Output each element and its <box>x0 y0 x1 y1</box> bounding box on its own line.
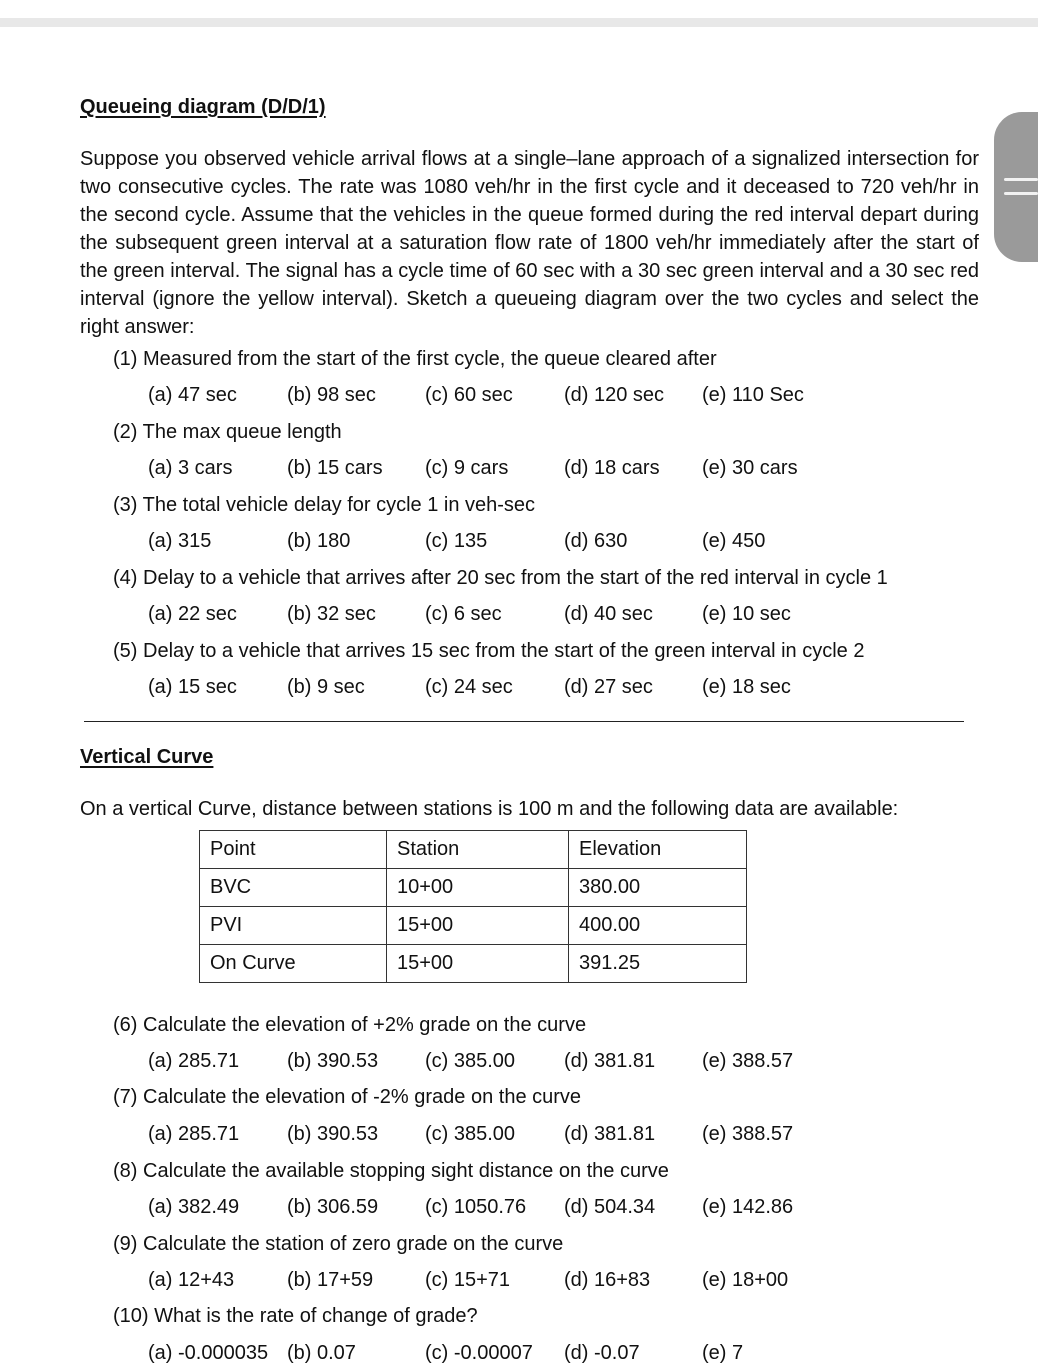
option-c[interactable]: (c) 6 sec <box>425 603 502 625</box>
option-a[interactable]: (a) 22 sec <box>148 603 237 625</box>
option-d[interactable]: (d) 18 cars <box>564 457 660 479</box>
option-b[interactable]: (b) 306.59 <box>287 1196 379 1218</box>
queueing-section-title: Queueing diagram (D/D/1) <box>80 96 326 118</box>
table-row <box>200 907 747 945</box>
question-4: (4) Delay to a vehicle that arrives after 20 sec from the start of the red interval in cycle 1 <box>113 567 888 589</box>
option-b[interactable]: (b) 9 sec <box>287 676 365 698</box>
table-row <box>200 945 747 983</box>
question-5: (5) Delay to a vehicle that arrives 15 sec from the start of the green interval in cycle 2 <box>113 640 865 662</box>
table-row <box>200 869 747 907</box>
option-e[interactable]: (e) 142.86 <box>702 1196 794 1218</box>
handle-grip-line <box>1004 178 1038 181</box>
option-c[interactable]: (c) 1050.76 <box>425 1196 527 1218</box>
option-d[interactable]: (d) 630 <box>564 530 628 552</box>
option-c[interactable]: (c) 60 sec <box>425 384 513 406</box>
option-b[interactable]: (b) 17+59 <box>287 1269 374 1291</box>
option-e[interactable]: (e) 110 Sec <box>702 384 804 406</box>
question-3: (3) The total vehicle delay for cycle 1 in veh-sec <box>113 494 536 516</box>
question-10: (10) What is the rate of change of grade? <box>113 1305 478 1327</box>
option-c[interactable]: (c) -0.00007 <box>425 1342 533 1364</box>
option-a[interactable]: (a) 3 cars <box>148 457 233 479</box>
option-e[interactable]: (e) 388.57 <box>702 1050 794 1072</box>
option-e[interactable]: (e) 388.57 <box>702 1123 794 1145</box>
table-cell: 391.25 <box>569 945 747 983</box>
option-d[interactable]: (d) 27 sec <box>564 676 653 698</box>
option-d[interactable]: (d) 16+83 <box>564 1269 651 1291</box>
option-e[interactable]: (e) 30 cars <box>702 457 798 479</box>
option-b[interactable]: (b) 390.53 <box>287 1050 379 1072</box>
table-header-cell: Point <box>200 831 387 869</box>
table-cell: 400.00 <box>569 907 747 945</box>
table-cell: On Curve <box>200 945 387 983</box>
option-d[interactable]: (d) 120 sec <box>564 384 665 406</box>
option-a[interactable]: (a) 382.49 <box>148 1196 240 1218</box>
option-d[interactable]: (d) 40 sec <box>564 603 653 625</box>
question-1: (1) Measured from the start of the first cycle, the queue cleared after <box>113 348 717 370</box>
option-e[interactable]: (e) 450 <box>702 530 766 552</box>
option-b[interactable]: (b) 15 cars <box>287 457 383 479</box>
option-a[interactable]: (a) 285.71 <box>148 1050 240 1072</box>
option-d[interactable]: (d) 381.81 <box>564 1123 656 1145</box>
queueing-problem-paragraph: Suppose you observed vehicle arrival flows at a single–lane approach of a signalized intersection for two consecutive cycles. The rate was 1080 veh/hr in the first cycle and it deceased to 720 veh/hr in the second cycle. Assume that the vehicles in the queue formed during the red interval depart during the subsequent green interval at a saturation flow rate of 1800 veh/hr immediately after the start of the green interval. The signal has a cycle time of 60 sec with a 30 sec green interval and a 30 sec red interval (ignore the yellow interval). Sketch a queueing diagram over the two cycles and select the right answer: <box>80 148 979 338</box>
question-9: (9) Calculate the station of zero grade on the curve <box>113 1233 564 1255</box>
option-b[interactable]: (b) 0.07 <box>287 1342 356 1364</box>
handle-grip-line <box>1004 192 1038 195</box>
option-d[interactable]: (d) 381.81 <box>564 1050 656 1072</box>
question-8: (8) Calculate the available stopping sight distance on the curve <box>113 1160 669 1182</box>
option-b[interactable]: (b) 390.53 <box>287 1123 379 1145</box>
option-e[interactable]: (e) 18+00 <box>702 1269 789 1291</box>
option-d[interactable]: (d) -0.07 <box>564 1342 640 1364</box>
table-cell: 10+00 <box>387 869 569 907</box>
top-border-bar <box>0 18 1038 27</box>
table-header-cell: Elevation <box>569 831 747 869</box>
option-a[interactable]: (a) 47 sec <box>148 384 237 406</box>
table-cell: 15+00 <box>387 907 569 945</box>
option-b[interactable]: (b) 98 sec <box>287 384 376 406</box>
option-c[interactable]: (c) 9 cars <box>425 457 509 479</box>
option-a[interactable]: (a) 315 <box>148 530 212 552</box>
option-a[interactable]: (a) 285.71 <box>148 1123 240 1145</box>
option-a[interactable]: (a) -0.000035 <box>148 1342 269 1364</box>
table-header-cell: Station <box>387 831 569 869</box>
vertical-curve-intro: On a vertical Curve, distance between stations is 100 m and the following data are available: <box>80 798 899 820</box>
option-b[interactable]: (b) 180 <box>287 530 351 552</box>
section-divider <box>84 721 964 722</box>
option-a[interactable]: (a) 12+43 <box>148 1269 235 1291</box>
option-d[interactable]: (d) 504.34 <box>564 1196 656 1218</box>
side-panel-handle[interactable] <box>994 112 1038 262</box>
option-c[interactable]: (c) 24 sec <box>425 676 513 698</box>
table-cell: PVI <box>200 907 387 945</box>
option-c[interactable]: (c) 15+71 <box>425 1269 511 1291</box>
question-2: (2) The max queue length <box>113 421 342 443</box>
vertical-curve-table <box>199 830 747 983</box>
option-a[interactable]: (a) 15 sec <box>148 676 237 698</box>
table-header-row <box>200 831 747 869</box>
option-b[interactable]: (b) 32 sec <box>287 603 376 625</box>
option-c[interactable]: (c) 385.00 <box>425 1123 516 1145</box>
table-cell: BVC <box>200 869 387 907</box>
option-e[interactable]: (e) 10 sec <box>702 603 791 625</box>
option-c[interactable]: (c) 135 <box>425 530 488 552</box>
question-6: (6) Calculate the elevation of +2% grade on the curve <box>113 1014 587 1036</box>
table-cell: 15+00 <box>387 945 569 983</box>
vertical-curve-section-title: Vertical Curve <box>80 746 214 768</box>
table-cell: 380.00 <box>569 869 747 907</box>
option-e[interactable]: (e) 7 <box>702 1342 744 1364</box>
question-7: (7) Calculate the elevation of -2% grade on the curve <box>113 1086 582 1108</box>
option-c[interactable]: (c) 385.00 <box>425 1050 516 1072</box>
option-e[interactable]: (e) 18 sec <box>702 676 791 698</box>
